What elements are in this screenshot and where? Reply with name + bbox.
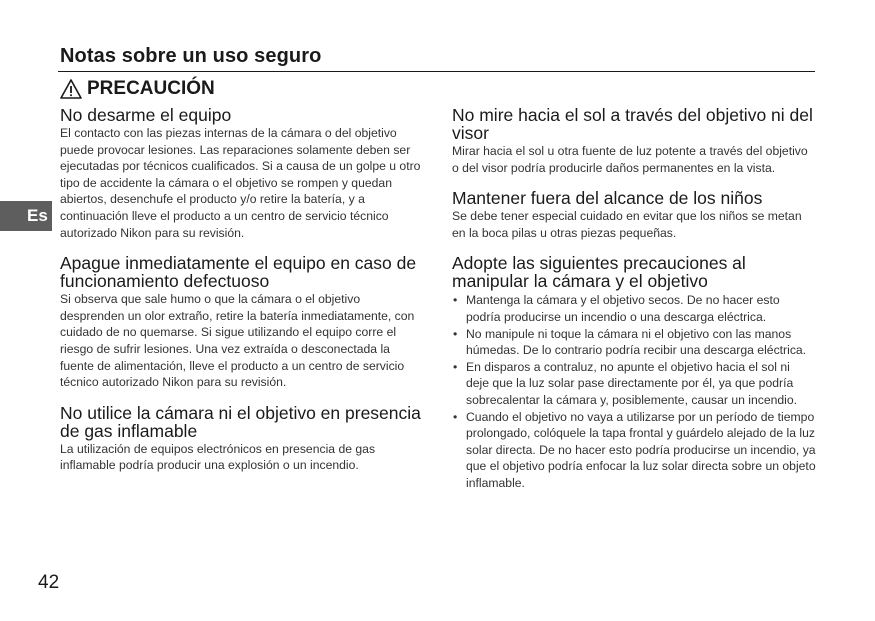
list-item bbox=[452, 409, 816, 492]
page-title: Notas sobre un uso seguro bbox=[60, 45, 322, 67]
left-column bbox=[60, 106, 424, 474]
section-heading: Mantener fuera del alcance de los niños bbox=[452, 188, 763, 209]
list-item-text: Mantenga la cámara y el objetivo secos. De no hacer esto podría producirse un incendio o una descarga eléctrica. bbox=[466, 293, 780, 324]
list-item bbox=[452, 292, 816, 325]
section-heading: Apague inmediatamente el equipo en caso de funcionamiento defectuoso bbox=[60, 253, 417, 292]
right-column bbox=[452, 106, 816, 492]
warning-triangle-icon bbox=[60, 78, 82, 100]
list-item-text: En disparos a contraluz, no apunte el objetivo hacia el sol ni deje que la luz solar pase directamente por él, ya que podría sobrecalentar la cámara y, posiblemente, causar un incendio. bbox=[466, 359, 798, 407]
section-body: Si observa que sale humo o que la cámara o el objetivo desprenden un olor extraño, retire la batería inmediatamente, con cuidado de no quemarse. Si sigue utilizando el equipo corre el riesgo de sufrir lesiones. Una vez extraída o desconectada la fuente de alimentación, lleve el producto a un centro de servicio técnico autorizado Nikon para su revisión. bbox=[60, 292, 415, 390]
bullet-icon: • bbox=[453, 326, 458, 341]
bullet-icon: • bbox=[453, 359, 458, 374]
bullet-icon: • bbox=[453, 409, 458, 424]
section-body: El contacto con las piezas internas de la cámara o del objetivo puede provocar lesiones. Las reparaciones solamente deben ser ejecutadas por técnicos cualificados. Si a causa de un golpe u otro tipo de accidente la cámara o el objetivo se rompen y quedan abiertos, desenchufe el producto y/o retire la batería, y a continuación lleve el producto a un centro de servicio técnico autorizado Nikon para su revisión. bbox=[60, 126, 421, 240]
section-no-desarme bbox=[60, 106, 424, 241]
list-item bbox=[452, 359, 816, 409]
section-heading: No desarme el equipo bbox=[60, 105, 232, 125]
list-item-text: No manipule ni toque la cámara ni el objetivo con las manos húmedas. De lo contrario podría recibir una descarga eléctrica. bbox=[466, 326, 807, 358]
section-ninos bbox=[452, 189, 816, 241]
caution-heading bbox=[60, 78, 215, 100]
section-precauciones bbox=[452, 254, 816, 491]
section-heading: Adopte las siguientes precauciones al manipular la cámara y el objetivo bbox=[452, 253, 746, 292]
title-divider bbox=[58, 71, 815, 72]
language-tab: Es bbox=[0, 201, 52, 231]
bullet-icon: • bbox=[453, 293, 458, 308]
section-no-mire-sol bbox=[452, 106, 816, 176]
list-item-text: Cuando el objetivo no vaya a utilizarse por un período de tiempo prolongado, colóquele la tapa frontal y guárdelo alejado de la luz solar directa. De no hacer esto podría producirse un incendio, ya que el objetivo podría enfocar la luz solar directa sobre un objeto inflamable. bbox=[466, 409, 816, 490]
caution-label: PRECAUCIÓN bbox=[87, 78, 215, 99]
section-body: La utilización de equipos electrónicos en presencia de gas inflamable podría producir una explosión o un incendio. bbox=[60, 441, 376, 473]
section-gas-inflamable bbox=[60, 404, 424, 474]
precautions-list bbox=[452, 292, 816, 491]
section-body: Se debe tener especial cuidado en evitar que los niños se metan en la boca pilas u otras piezas pequeñas. bbox=[452, 209, 802, 240]
section-heading: No utilice la cámara ni el objetivo en presencia de gas inflamable bbox=[60, 402, 421, 441]
list-item bbox=[452, 326, 816, 359]
section-body: Mirar hacia el sol u otra fuente de luz potente a través del objetivo o del visor podría producirle daños permanentes en la vista. bbox=[452, 144, 808, 175]
section-apague bbox=[60, 254, 424, 391]
section-heading: No mire hacia el sol a través del objetivo ni del visor bbox=[452, 105, 813, 143]
page-number: 42 bbox=[38, 572, 60, 593]
